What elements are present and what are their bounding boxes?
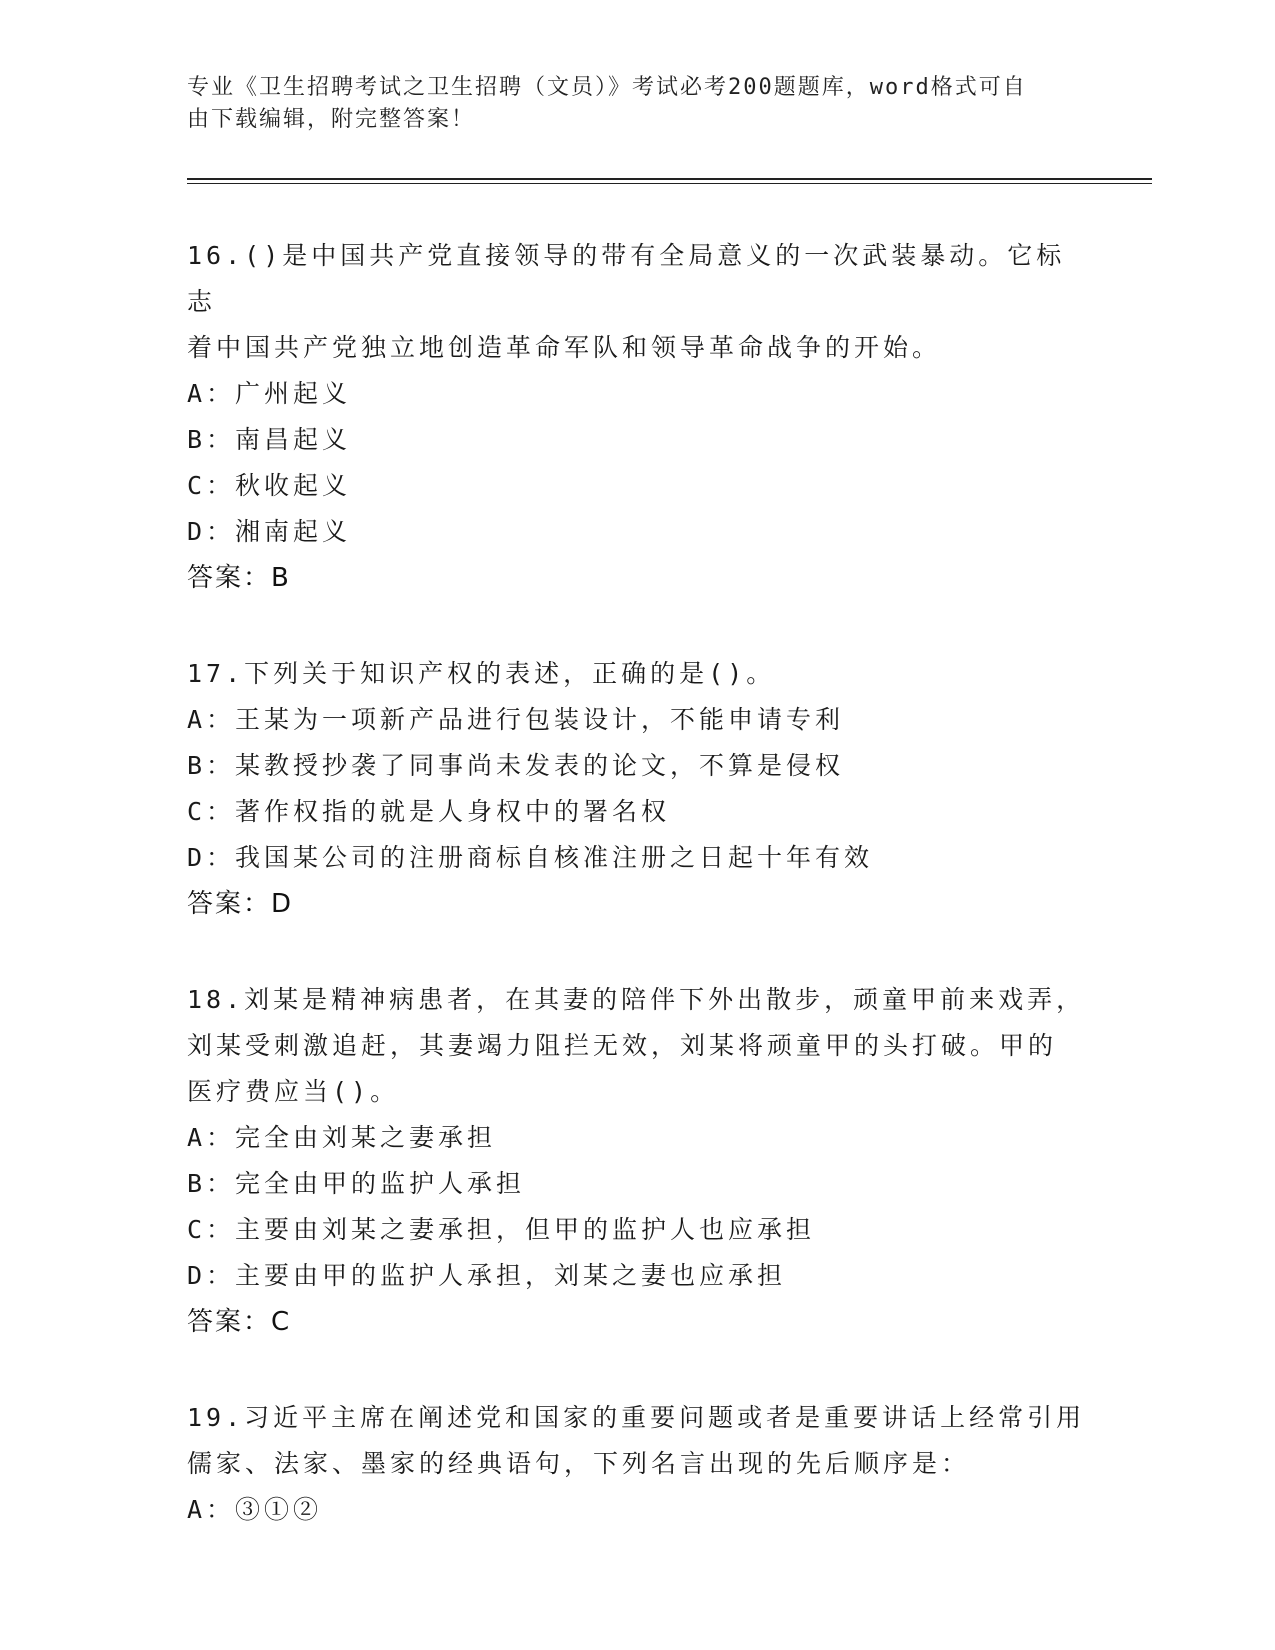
option-d: D：湘南起义 (187, 517, 352, 546)
answer-label: 答案：C (187, 1307, 292, 1337)
intro-line-1: 专业《卫生招聘考试之卫生招聘（文员）》考试必考200题题库，word格式可自 (187, 75, 1027, 100)
question-18 (187, 977, 1087, 1345)
option-a: A：完全由刘某之妻承担 (187, 1123, 497, 1152)
header-divider (187, 178, 1152, 184)
question-16 (187, 233, 1087, 601)
option-a: A：广州起义 (187, 379, 352, 408)
question-stem-line: 18.刘某是精神病患者，在其妻的陪伴下外出散步，顽童甲前来戏弄， (187, 985, 1086, 1014)
question-stem-line: 着中国共产党独立地创造革命军队和领导革命战争的开始。 (187, 333, 942, 362)
intro-line-2: 由下载编辑，附完整答案！ (187, 107, 476, 132)
option-d: D：主要由甲的监护人承担，刘某之妻也应承担 (187, 1261, 787, 1290)
question-stem-line: 儒家、法家、墨家的经典语句，下列名言出现的先后顺序是： (187, 1449, 971, 1478)
question-stem-line: 17.下列关于知识产权的表述，正确的是()。 (187, 659, 776, 688)
option-b: B：某教授抄袭了同事尚未发表的论文，不算是侵权 (187, 751, 845, 780)
answer-label: 答案：B (187, 563, 291, 593)
question-17 (187, 651, 1087, 927)
option-b: B：完全由甲的监护人承担 (187, 1169, 526, 1198)
option-c: C：著作权指的就是人身权中的署名权 (187, 797, 671, 826)
question-list (187, 233, 1087, 1583)
question-19 (187, 1395, 1087, 1533)
document-intro (187, 72, 1067, 136)
option-d: D：我国某公司的注册商标自核准注册之日起十年有效 (187, 843, 874, 872)
question-stem-line: 刘某受刺激追赶，其妻竭力阻拦无效，刘某将顽童甲的头打破。甲的 (187, 1031, 1058, 1060)
question-stem-line: 医疗费应当()。 (187, 1077, 400, 1106)
option-c: C：主要由刘某之妻承担，但甲的监护人也应承担 (187, 1215, 816, 1244)
option-c: C：秋收起义 (187, 471, 352, 500)
answer-label: 答案：D (187, 889, 294, 919)
option-a: A：③①② (187, 1495, 323, 1524)
option-a: A：王某为一项新产品进行包装设计，不能申请专利 (187, 705, 845, 734)
question-stem-line: 16.()是中国共产党直接领导的带有全局意义的一次武装暴动。它标志 (187, 241, 1066, 316)
question-stem-line: 19.习近平主席在阐述党和国家的重要问题或者是重要讲话上经常引用 (187, 1403, 1086, 1432)
option-b: B：南昌起义 (187, 425, 352, 454)
